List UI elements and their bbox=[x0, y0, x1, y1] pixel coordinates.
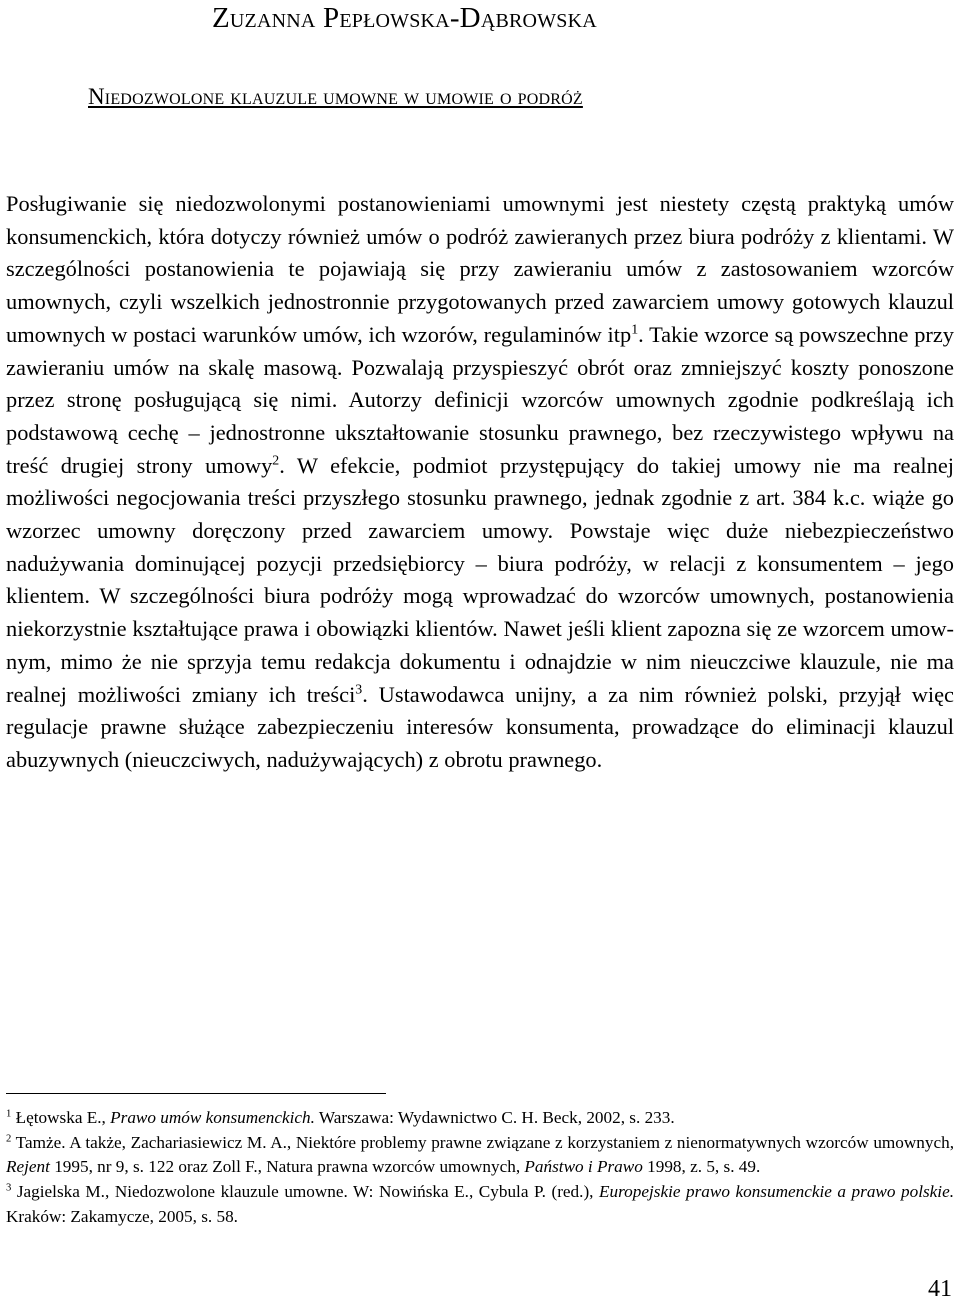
footnote-text: Kraków: Zakamycze, 2005, s. 58. bbox=[6, 1206, 238, 1226]
footnote-number: 3 bbox=[6, 1182, 12, 1194]
body-text-part-1: Posługiwanie się niedozwolonymi postanowieniami umownymi jest niestety częstą praktyką umów konsumenckich, która dotyczy również umów o podróż zawieranych przez biura podróży z klientami. W szczególności postanowienia te pojawiają się przy zawieraniu umów z zastosowaniem wzorców umownych, czyli wszelkich jednostronnie przygotowanych przed zawarciem umowy gotowych klauzul umownych w postaci warunków umów, ich wzorów, regulaminów itp bbox=[6, 191, 954, 347]
body-text-part-2: . Takie wzorce są powszechne przy zawieraniu umów na skalę masową. Pozwalają przyspieszyć obrót oraz zmniejszyć koszty ponoszone przez stronę posługującą się nimi. Autorzy definicji wzorców umownych zgodnie podkreślają ich podstawową cechę – jednostronne ukształtowanie stosunku prawnego, bez rzeczywistego wpływu na treść drugiej strony umowy bbox=[6, 321, 954, 478]
body-text-part-4: . Ustawodawca unijny, a za nim również polski, przyjął więc regulacje prawne służące zabezpieczeniu interesów konsumenta, prowadzące do eliminacji klauzul abuzywnych (nieuczciwych, nadużywających) z obrotu prawnego. bbox=[6, 681, 954, 772]
footnote-italic: Państwo i Prawo bbox=[524, 1157, 643, 1177]
footnote-text: 1998, z. 5, s. 49. bbox=[642, 1157, 761, 1177]
body-paragraph bbox=[6, 188, 954, 777]
page-number: 41 bbox=[928, 1276, 952, 1302]
footnote-ref-2[interactable]: 2 bbox=[272, 453, 280, 469]
footnote-ref-3[interactable]: 3 bbox=[355, 682, 363, 698]
author-name: Zuzanna Pepłowska-Dąbrowska bbox=[212, 2, 597, 34]
footnote-italic: Rejent bbox=[6, 1157, 50, 1177]
footnote-ref-1[interactable]: 1 bbox=[631, 322, 639, 338]
body-text-part-3: . W efekcie, podmiot przystępujący do takiej umowy nie ma realnej możliwości negocjowania treści przyszłego stosunku prawnego, jednak zgodnie z art. 384 k.c. wiąże go wzorzec umowny doręczony przed zawarciem umowy. Powstaje więc duże niebezpieczeństwo nadużywania dominującej pozycji przedsiębiorcy – biura podróży, w relacji z konsumentem – jego klientem. W szczególności biura podróży mogą wprowadzać do wzorców umownych, postanowienia niekorzystnie kształtujące prawa i obowiązki klientów. Nawet jeśli klient zapozna się ze wzorcem umownym, mimo że nie sprzyja temu redakcja dokumentu i odnajdzie w nim nieuczciwe klauzule, nie ma realnej możliwości zmiany ich treści bbox=[6, 452, 954, 707]
footnote-1 bbox=[6, 1106, 954, 1131]
footnote-number: 1 bbox=[6, 1108, 12, 1120]
footnote-divider bbox=[6, 1093, 386, 1094]
footnote-italic: Prawo umów konsumenckich. bbox=[110, 1108, 315, 1127]
footnote-text: Warszawa: Wydawnictwo C. H. Beck, 2002, s. 233. bbox=[314, 1108, 675, 1127]
footnote-3 bbox=[6, 1180, 954, 1229]
footnote-italic: Europejskie prawo konsumenckie a prawo polskie. bbox=[599, 1182, 954, 1202]
footnote-text: 1995, nr 9, s. 122 oraz Zoll F., Natura prawna wzorców umownych, bbox=[49, 1157, 525, 1177]
footnotes bbox=[6, 1106, 954, 1230]
article-title: Niedozwolone klauzule umowne w umowie o podróż bbox=[88, 84, 583, 109]
footnote-number: 2 bbox=[6, 1132, 12, 1144]
footnote-text: Łętowska E., bbox=[11, 1108, 111, 1127]
footnote-text: Jagielska M., Niedozwolone klauzule umowne. W: Nowińska E., Cybula P. (red.), bbox=[11, 1182, 600, 1202]
footnote-2 bbox=[6, 1131, 954, 1180]
footnote-text: Tamże. A także, Zachariasiewicz M. A., Niektóre problemy prawne związane z korzystaniem z nienormatywnych wzorców umownych, bbox=[11, 1132, 954, 1152]
